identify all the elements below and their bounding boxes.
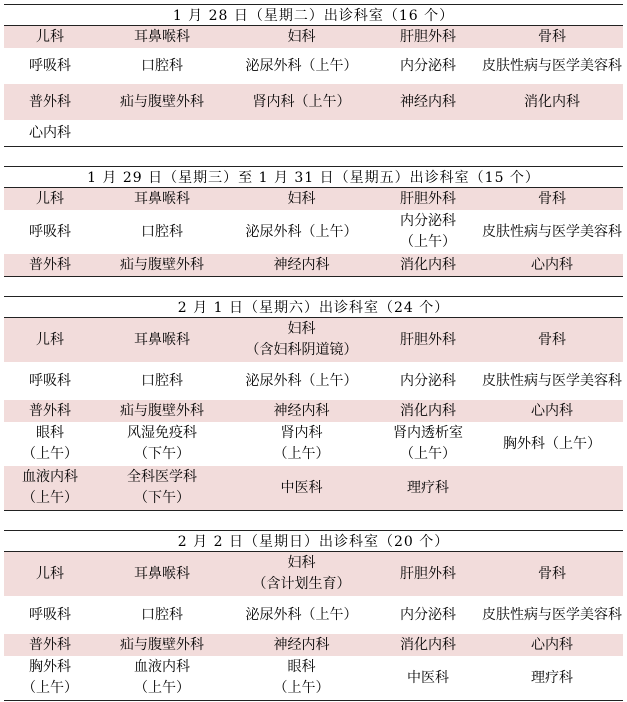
department-cell: 肾内科（上午）	[252, 93, 351, 110]
department-cell: 呼吸科	[29, 57, 71, 74]
department-cell: 耳鼻喉科	[134, 190, 190, 207]
department-cell: 肝胆外科	[400, 190, 456, 207]
department-cell: 皮肤性病与医学美容科	[482, 372, 622, 389]
department-cell: 消化内科	[400, 256, 456, 273]
department-cell: 疝与腹壁外科	[120, 93, 204, 110]
department-cell: 肝胆外科	[400, 28, 456, 45]
department-cell: 口腔科	[141, 372, 183, 389]
table-row	[4, 400, 623, 422]
department-cell: 消化内科	[400, 402, 456, 419]
section-bottom-rule	[4, 276, 623, 277]
department-cell: 普外科	[29, 636, 71, 653]
department-cell: 皮肤性病与医学美容科	[482, 606, 622, 623]
table-row	[4, 254, 623, 276]
table-row	[4, 26, 623, 48]
department-cell: 耳鼻喉科	[134, 28, 190, 45]
department-cell: 皮肤性病与医学美容科	[482, 223, 622, 240]
department-cell	[96, 120, 228, 146]
table-row	[4, 466, 623, 510]
department-table	[4, 318, 623, 510]
department-cell: 心内科	[29, 124, 71, 141]
department-cell: 中医科	[407, 669, 449, 686]
department-cell: 儿科	[36, 190, 64, 207]
department-cell: 风湿免疫科 （下午）	[127, 425, 197, 462]
department-cell: 耳鼻喉科	[134, 565, 190, 582]
table-row	[4, 422, 623, 466]
department-cell: 胸外科 （上午）	[22, 659, 78, 696]
table-row	[4, 48, 623, 84]
table-row	[4, 552, 623, 596]
department-cell: 消化内科	[524, 93, 580, 110]
department-cell: 骨科	[538, 565, 566, 582]
department-cell: 普外科	[29, 402, 71, 419]
department-cell: 耳鼻喉科	[134, 331, 190, 348]
section-bottom-rule	[4, 146, 623, 147]
department-cell: 皮肤性病与医学美容科	[482, 57, 622, 74]
department-cell: 心内科	[531, 636, 573, 653]
department-cell: 泌尿外科（上午）	[245, 223, 358, 240]
department-cell: 疝与腹壁外科	[120, 402, 204, 419]
department-cell: 呼吸科	[29, 223, 71, 240]
department-cell: 心内科	[531, 402, 573, 419]
table-row	[4, 188, 623, 210]
department-cell: 疝与腹壁外科	[120, 636, 204, 653]
department-cell: 儿科	[36, 565, 64, 582]
department-cell: 神经内科	[400, 93, 456, 110]
table-row	[4, 656, 623, 700]
department-cell	[481, 120, 623, 146]
section-title: 2 月 1 日（星期六）出诊科室（24 个）	[4, 296, 623, 318]
department-cell: 妇科	[287, 190, 316, 207]
department-cell: 消化内科	[400, 636, 456, 653]
department-cell: 口腔科	[141, 223, 183, 240]
department-table	[4, 552, 623, 700]
department-cell: 呼吸科	[29, 606, 71, 623]
table-row	[4, 634, 623, 656]
department-cell: 血液内科 （上午）	[22, 469, 78, 506]
table-row	[4, 318, 623, 362]
department-table	[4, 26, 623, 146]
department-cell: 肝胆外科	[400, 331, 456, 348]
department-cell: 理疗科	[407, 479, 449, 496]
table-row	[4, 210, 623, 254]
department-cell: 骨科	[538, 190, 566, 207]
department-cell: 内分泌科	[400, 57, 456, 74]
department-cell: 儿科	[36, 28, 64, 45]
department-cell: 神经内科	[273, 256, 330, 273]
department-cell: 泌尿外科（上午）	[245, 606, 358, 623]
department-cell: 理疗科	[531, 669, 573, 686]
department-cell: 内分泌科	[400, 606, 456, 623]
department-table	[4, 188, 623, 276]
department-cell: 口腔科	[141, 57, 183, 74]
department-cell: 全科医学科 （下午）	[127, 469, 197, 506]
department-cell: 骨科	[538, 331, 566, 348]
department-cell: 内分泌科 （上午）	[400, 213, 456, 250]
department-cell: 口腔科	[141, 606, 183, 623]
section-title: 2 月 2 日（星期日）出诊科室（20 个）	[4, 530, 623, 552]
department-cell: 胸外科（上午）	[503, 435, 601, 452]
table-row	[4, 596, 623, 634]
table-row	[4, 362, 623, 400]
department-cell: 神经内科	[273, 636, 330, 653]
department-cell: 妇科 （含妇科阴道镜）	[245, 321, 358, 358]
section-bottom-rule	[4, 510, 623, 511]
department-cell: 眼科 （上午）	[22, 425, 78, 462]
department-cell	[481, 466, 623, 510]
department-cell: 妇科 （含计划生育）	[252, 555, 351, 592]
department-cell: 呼吸科	[29, 372, 71, 389]
department-cell: 神经内科	[273, 402, 330, 419]
department-cell: 泌尿外科（上午）	[245, 372, 358, 389]
department-cell: 普外科	[29, 93, 71, 110]
table-row	[4, 84, 623, 120]
department-cell: 普外科	[29, 256, 71, 273]
department-cell: 肝胆外科	[400, 565, 456, 582]
department-cell: 骨科	[538, 28, 566, 45]
department-cell: 疝与腹壁外科	[120, 256, 204, 273]
table-row	[4, 120, 623, 146]
department-cell: 肾内科 （上午）	[273, 425, 330, 462]
department-cell: 儿科	[36, 331, 64, 348]
department-cell: 血液内科 （上午）	[134, 659, 190, 696]
department-cell: 泌尿外科（上午）	[245, 57, 358, 74]
department-cell	[375, 120, 481, 146]
section-title: 1 月 29 日（星期三）至 1 月 31 日（星期五）出诊科室（15 个）	[4, 166, 623, 188]
department-cell: 眼科 （上午）	[273, 659, 330, 696]
department-cell: 心内科	[531, 256, 573, 273]
department-cell: 妇科	[287, 28, 316, 45]
section-title: 1 月 28 日（星期二）出诊科室（16 个）	[4, 4, 623, 26]
department-cell	[228, 120, 375, 146]
section-bottom-rule	[4, 700, 623, 701]
department-cell: 肾内透析室 （上午）	[393, 425, 463, 462]
department-cell: 内分泌科	[400, 372, 456, 389]
department-cell: 中医科	[280, 479, 323, 496]
